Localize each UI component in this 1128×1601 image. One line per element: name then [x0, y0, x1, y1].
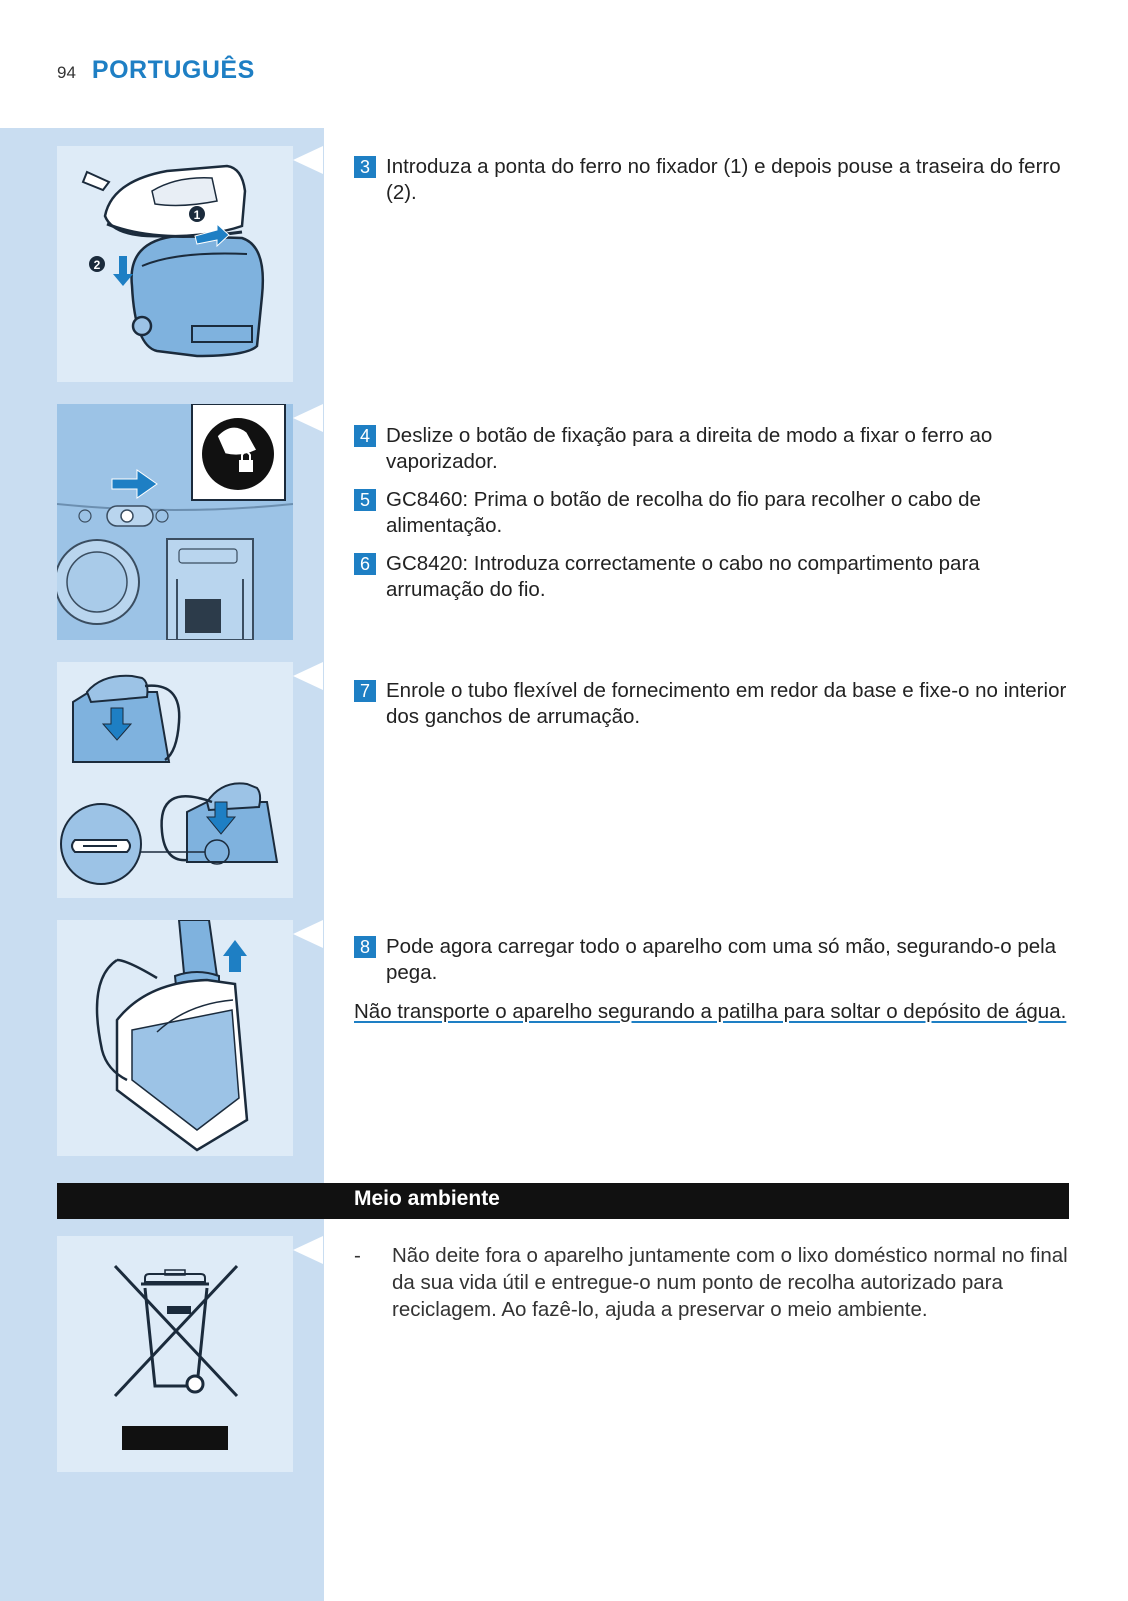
figure-weee-symbol — [57, 1236, 293, 1472]
environment-bullet — [354, 1242, 1074, 1323]
step-7-block — [354, 678, 1074, 744]
step-text: Pode agora carregar todo o aparelho com uma só mão, segurando-o pela pega. — [386, 935, 1057, 984]
warning-text: Não transporte o aparelho segurando a patilha para soltar o depósito de água. — [354, 1000, 1067, 1023]
step-number: 6 — [354, 553, 376, 575]
step-number: 5 — [354, 489, 376, 511]
hose-storage-illustration — [57, 662, 293, 898]
step-text: GC8460: Prima o botão de recolha do fio para recolher o cabo de alimentação. — [386, 488, 981, 537]
figure-pointer — [293, 920, 323, 948]
figure-pointer — [293, 1236, 323, 1264]
environment-block — [354, 1242, 1074, 1323]
step-item — [354, 154, 1074, 206]
crossed-bin-icon — [57, 1236, 293, 1472]
iron-base-illustration — [57, 146, 293, 382]
step-number: 7 — [354, 680, 376, 702]
figure-iron-on-base — [57, 146, 293, 382]
step-text: Enrole o tubo flexível de fornecimento em redor da base e fixe-o no interior dos ganchos de arrumação. — [386, 679, 1067, 728]
figure-carry-appliance — [57, 920, 293, 1156]
callout-2: 2 — [93, 258, 101, 272]
step-item — [354, 934, 1074, 986]
step-8-block — [354, 934, 1074, 1026]
step-text: Deslize o botão de fixação para a direita de modo a fixar o ferro ao vaporizador. — [386, 424, 993, 473]
bullet-dash: - — [354, 1244, 361, 1267]
figure-pointer — [293, 662, 323, 690]
step-4-6-block — [354, 423, 1074, 617]
figure-pointer — [293, 146, 323, 174]
step-number: 3 — [354, 156, 376, 178]
environment-text: Não deite fora o aparelho juntamente com o lixo doméstico normal no final da sua vida útil e entregue-o num ponto de recolha autorizado para reciclagem. Ao fazê-lo, ajuda a preservar o meio ambiente. — [392, 1244, 1068, 1321]
step-item — [354, 678, 1074, 730]
lock-slider-illustration — [57, 404, 293, 640]
step-3-block — [354, 154, 1074, 220]
step-text: Introduza a ponta do ferro no fixador (1) e depois pouse a traseira do ferro (2). — [386, 155, 1061, 204]
section-title: Meio ambiente — [354, 1187, 500, 1210]
carry-appliance-illustration — [57, 920, 293, 1156]
section-header-bar — [57, 1183, 1069, 1219]
step-item — [354, 487, 1074, 539]
figure-hose-storage — [57, 662, 293, 898]
page-number: 94 — [57, 63, 76, 82]
figure-lock-slider — [57, 404, 293, 640]
language-title: PORTUGUÊS — [91, 56, 255, 84]
callout-1: 1 — [193, 208, 201, 222]
step-item — [354, 423, 1074, 475]
page-header — [57, 56, 255, 90]
step-number: 8 — [354, 936, 376, 958]
figure-pointer — [293, 404, 323, 432]
step-number: 4 — [354, 425, 376, 447]
step-item — [354, 551, 1074, 603]
step-text: GC8420: Introduza correctamente o cabo no compartimento para arrumação do fio. — [386, 552, 980, 601]
